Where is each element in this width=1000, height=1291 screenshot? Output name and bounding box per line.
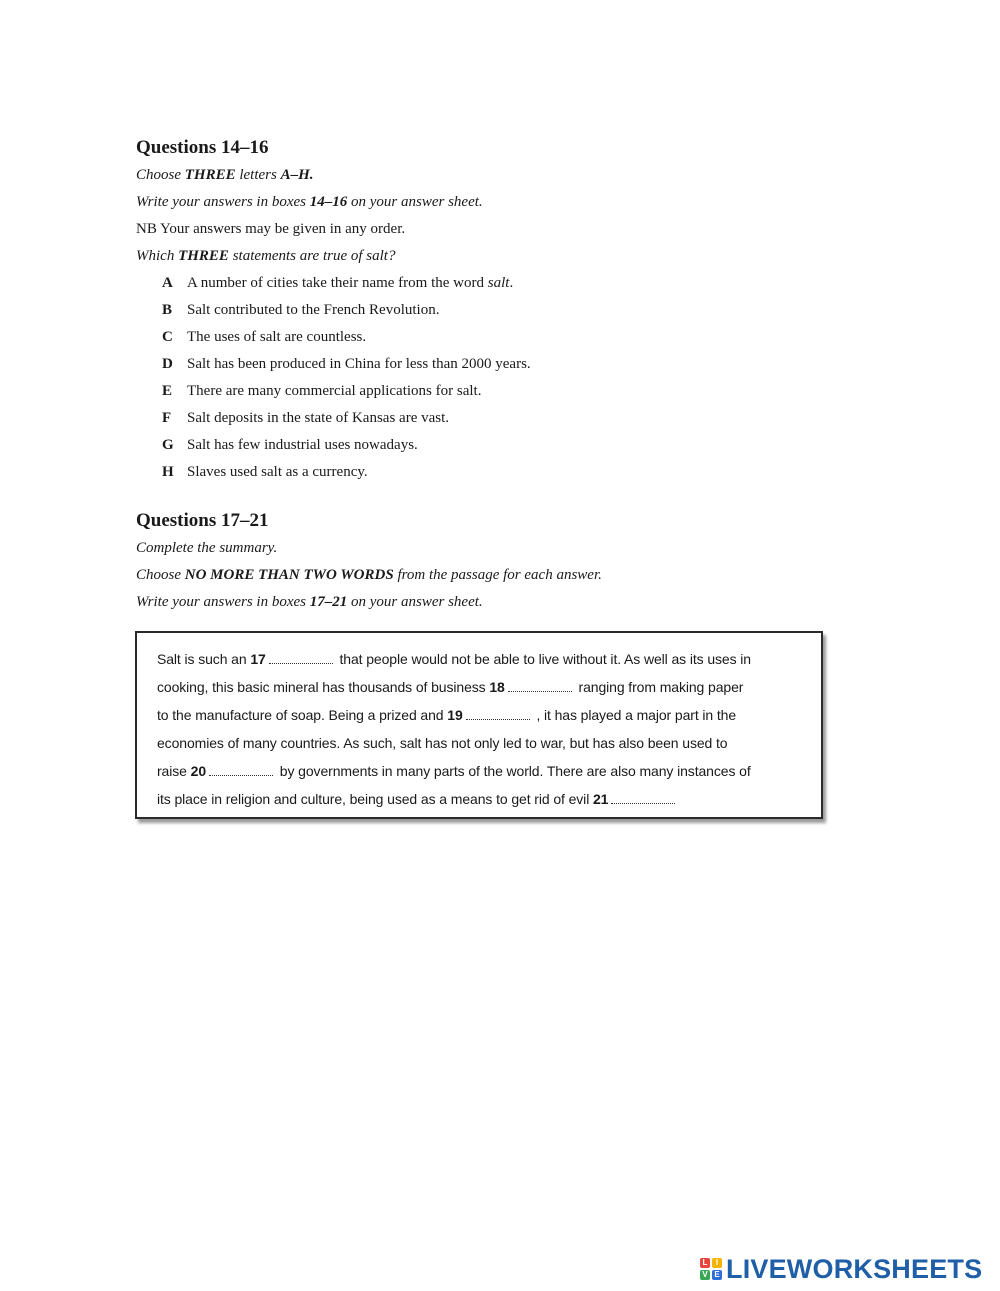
question-prompt: Which THREE statements are true of salt? — [136, 248, 396, 264]
option-a: A A number of cities take their name from the word salt. — [162, 275, 514, 291]
summary-line: Salt is such an 17 that people would not be able to live without it. As well as its uses in — [157, 651, 751, 667]
option-letter: C — [162, 329, 173, 345]
summary-line: raise 20 by governments in many parts of the world. There are also many instances of — [157, 763, 751, 779]
summary-line: to the manufacture of soap. Being a prized and 19 , it has played a major part in the — [157, 707, 737, 723]
summary-line: cooking, this basic mineral has thousands of business 18 ranging from making paper — [157, 679, 744, 695]
option-h: H Slaves used salt as a currency. — [162, 464, 368, 480]
option-letter: D — [162, 356, 173, 372]
instruction-complete-summary: Complete the summary. — [136, 540, 278, 556]
instruction-write-answers-2: Write your answers in boxes 17–21 on your answer sheet. — [136, 594, 483, 610]
answer-gap-20[interactable] — [209, 763, 273, 776]
answer-gap-18[interactable] — [508, 679, 572, 692]
option-letter: E — [162, 383, 173, 399]
option-letter: A — [162, 275, 173, 291]
option-e: E There are many commercial applications for salt. — [162, 383, 482, 399]
option-letter: G — [162, 437, 174, 453]
answer-gap-17[interactable] — [269, 651, 333, 664]
liveworksheets-logo-icon: L I V E — [700, 1258, 722, 1280]
option-b: B Salt contributed to the French Revolution. — [162, 302, 440, 318]
instruction-choose-letters: Choose THREE letters A–H. — [136, 167, 314, 183]
instruction-write-answers: Write your answers in boxes 14–16 on your answer sheet. — [136, 194, 483, 210]
option-d: D Salt has been produced in China for less than 2000 years. — [162, 356, 531, 372]
summary-line: its place in religion and culture, being used as a means to get rid of evil 21 — [157, 791, 678, 807]
instruction-word-limit: Choose NO MORE THAN TWO WORDS from the passage for each answer. — [136, 567, 602, 583]
note-any-order: NB Your answers may be given in any order. — [136, 221, 406, 237]
liveworksheets-brand — [700, 1254, 982, 1284]
option-letter: B — [162, 302, 173, 318]
summary-box — [135, 631, 823, 819]
brand-name: LIVEWORKSHEETS — [726, 1253, 983, 1284]
answer-gap-19[interactable] — [466, 707, 530, 720]
option-letter: F — [162, 410, 172, 426]
option-c: C The uses of salt are countless. — [162, 329, 367, 345]
option-letter: H — [162, 464, 174, 480]
option-f: F Salt deposits in the state of Kansas are vast. — [162, 410, 450, 426]
answer-gap-21[interactable] — [611, 791, 675, 804]
summary-line: economies of many countries. As such, salt has not only led to war, but has also been used to — [157, 735, 728, 751]
section-title-17-21: Questions 17–21 — [136, 510, 269, 531]
option-g: G Salt has few industrial uses nowadays. — [162, 437, 418, 453]
section-title-14-16: Questions 14–16 — [136, 137, 269, 158]
